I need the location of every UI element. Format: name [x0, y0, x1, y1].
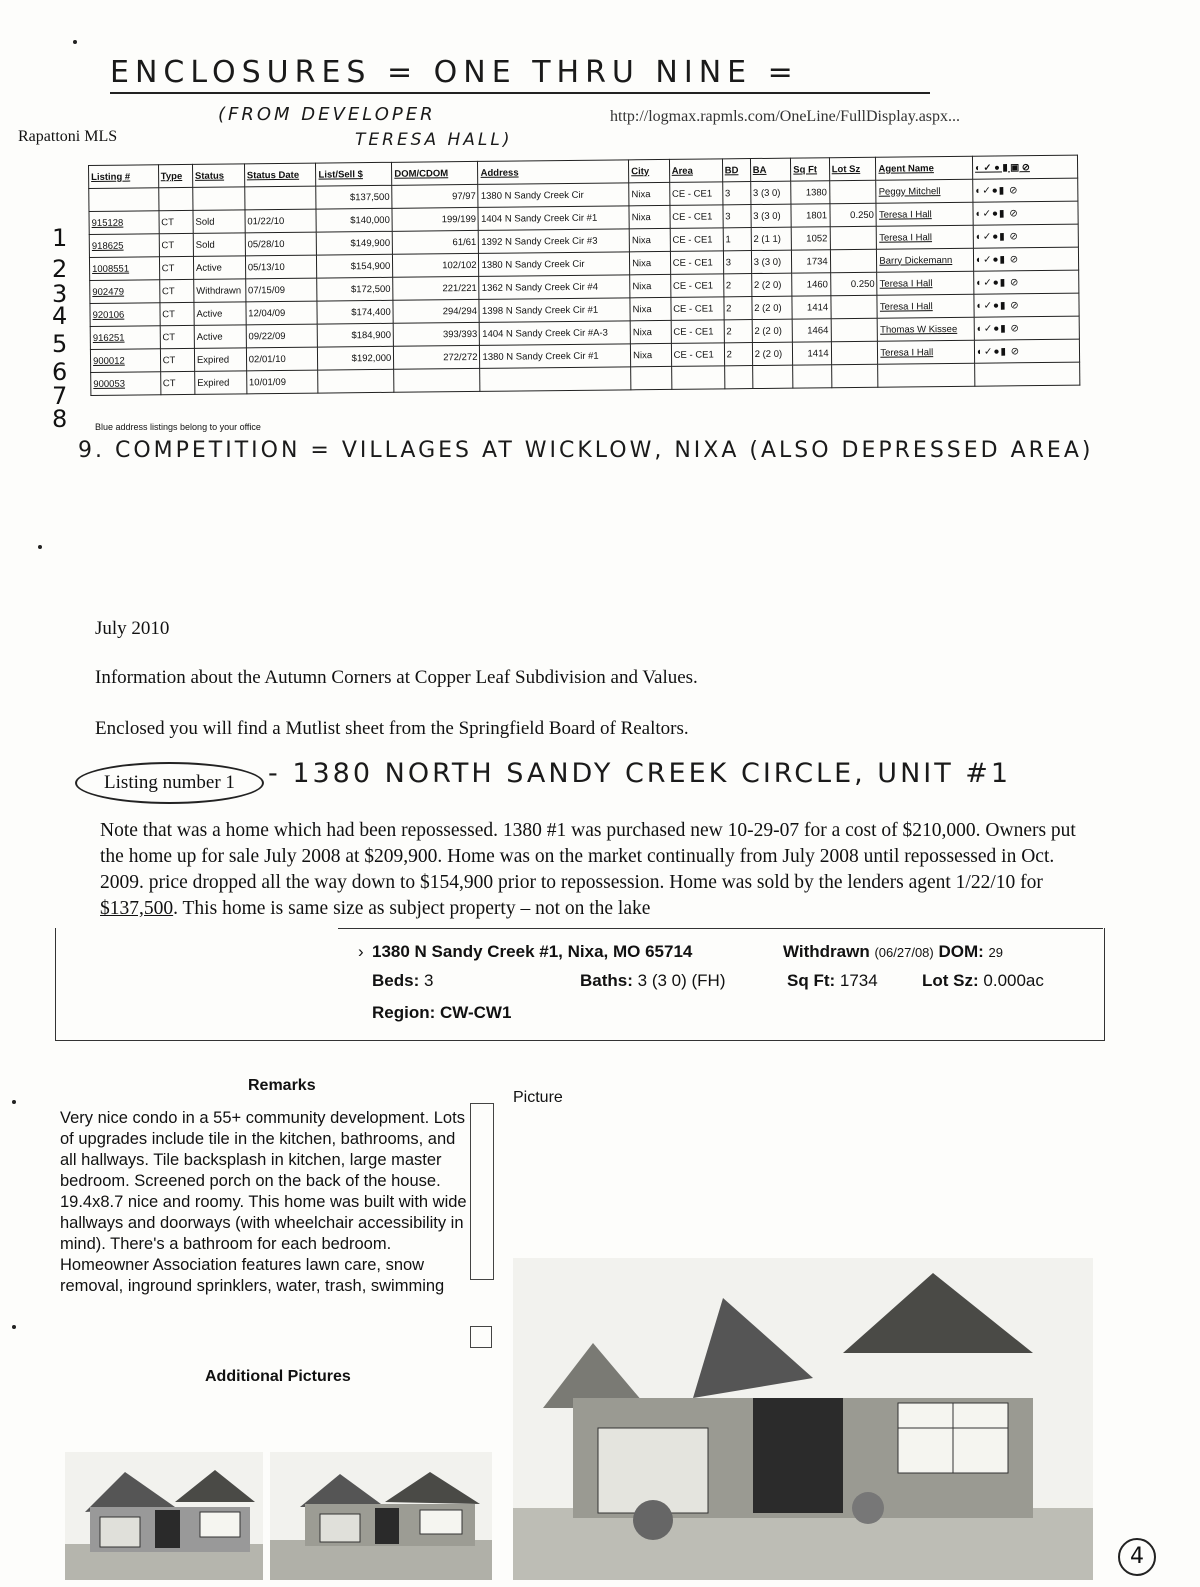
cell-dom: 199/199	[392, 207, 478, 231]
scan-speck	[73, 40, 77, 44]
cell-listing[interactable]: 1008551	[89, 257, 159, 281]
sqft-label: Sq Ft:	[787, 971, 836, 990]
lot-label: Lot Sz:	[922, 971, 979, 990]
cell-ba: 2 (2 0)	[752, 342, 793, 365]
cell-agent: Teresa I Hall	[877, 294, 974, 318]
row-number-5: 5	[52, 330, 68, 358]
handwritten-from-line-2: TERESA HALL)	[355, 130, 513, 150]
listing-address	[372, 942, 692, 962]
cell-sqft	[793, 365, 832, 388]
cell-lot	[831, 318, 878, 341]
cell-status: Expired	[194, 348, 246, 372]
cell-address: 1380 N Sandy Creek Cir	[478, 183, 629, 208]
cell-price: $184,900	[318, 323, 394, 347]
picture-heading: Picture	[513, 1089, 563, 1106]
cell-sqft: 1380	[791, 181, 830, 204]
cell-type: CT	[160, 348, 195, 371]
cell-city: Nixa	[631, 343, 672, 366]
listing-beds	[372, 971, 433, 991]
house-illustration	[513, 1258, 1093, 1580]
col-area: Area	[669, 159, 722, 183]
col-lot: Lot Sz	[829, 157, 876, 180]
cell-icons: ◐✓●▮ ⊘	[973, 224, 1078, 248]
cell-city: Nixa	[630, 297, 671, 320]
cell-ba: 2 (2 0)	[751, 273, 792, 296]
handwritten-from-line-1: (FROM DEVELOPER	[218, 104, 436, 125]
cell-area: CE - CE1	[670, 274, 723, 298]
cell-address: 1380 N Sandy Creek Cir #1	[480, 344, 631, 369]
cell-city: Nixa	[629, 182, 670, 205]
cell-bd: 2	[724, 343, 752, 366]
cell-bd: 2	[723, 274, 751, 297]
cell-status-date: 01/22/10	[245, 209, 317, 233]
cell-lot	[831, 364, 878, 387]
cell-icons: ◐✓●▮ ⊘	[973, 178, 1078, 202]
cell-city: Nixa	[630, 320, 671, 343]
col-status-date: Status Date	[244, 163, 316, 187]
col-type: Type	[158, 164, 193, 187]
additional-photo-2[interactable]	[270, 1452, 492, 1580]
cell-agent: Teresa I Hall	[878, 340, 975, 364]
col-ba: BA	[750, 158, 791, 181]
cell-price: $174,400	[317, 300, 393, 324]
cell-listing[interactable]: 918625	[89, 234, 159, 258]
cell-dom: 393/393	[393, 322, 479, 346]
remarks-heading: Remarks	[248, 1077, 316, 1094]
note-text-1: Note that was a home which had been repossessed. 1380 #1 was purchased new 10-29-07 for a cost of $210,000. Owners put the home up for sale July 2008 at $209,900. Home was on the market continually from July 2008 until repossessed in Oct. 2009. price dropped all the way down to $154,900 prior to repossession. Home was sold by the lenders agent 1/22/10 for	[100, 820, 1076, 893]
cell-listing[interactable]: 916251	[90, 326, 160, 350]
cell-status-date: 05/28/10	[245, 232, 317, 256]
cell-type: CT	[159, 210, 194, 233]
cell-agent	[878, 363, 975, 387]
cell-icons: ◐✓●▮ ⊘	[974, 270, 1079, 294]
cell-bd: 2	[724, 297, 752, 320]
cell-dom: 97/97	[392, 184, 478, 208]
cell-lot	[830, 226, 877, 249]
col-dom: DOM/CDOM	[392, 161, 478, 185]
letter-date: July 2010	[95, 618, 170, 639]
row-number-1: 1	[52, 224, 68, 252]
cell-agent: Teresa I Hall	[877, 271, 974, 295]
cell-listing[interactable]: 902479	[90, 280, 160, 304]
col-icons: ◐ ✓ ● ▮ ▣ ⊘	[972, 155, 1077, 179]
row-number-7: 7	[52, 382, 68, 410]
listing-sqft	[787, 971, 878, 991]
remarks-text: Very nice condo in a 55+ community development. Lots of upgrades include tile in the kitchen, bathrooms, and all hallways. Tile backsplash in kitchen, large master bedroom. Screened porch on the back of the house. 19.4x8.7 nice and roomy. This home was built with wide hallways and doorways (with wheelchair accessibility in mind). There's a bathroom for each bedroom. Homeowner Association features lawn care, snow removal, inground sprinklers, water, trash, swimming	[60, 1109, 467, 1295]
scan-speck	[12, 1325, 16, 1329]
table-footnote: Blue address listings belong to your office	[95, 422, 261, 432]
listing-bullet: ›	[358, 942, 364, 961]
page-number: 4	[1118, 1538, 1156, 1576]
cell-icons: ◐✓●▮ ⊘	[974, 339, 1079, 363]
cell-area: CE - CE1	[670, 228, 723, 252]
thumbnail-house-1	[65, 1452, 263, 1580]
cell-sqft: 1464	[792, 319, 831, 342]
baths-label: Baths:	[580, 971, 633, 990]
cell-city	[631, 366, 672, 389]
cell-dom: 61/61	[392, 230, 478, 254]
cell-bd: 1	[723, 228, 751, 251]
sqft-value: 1734	[839, 971, 878, 990]
handwritten-address: - 1380 NORTH SANDY CREEK CIRCLE, UNIT #1	[268, 758, 1012, 789]
cell-status: Sold	[193, 233, 245, 257]
cell-bd: 3	[723, 205, 751, 228]
mls-label: Rapattoni MLS	[18, 128, 118, 145]
main-house-photo[interactable]	[513, 1258, 1093, 1580]
cell-agent: Peggy Mitchell	[876, 179, 973, 203]
cell-area: CE - CE1	[670, 205, 723, 229]
lot-value: 0.000ac	[983, 971, 1044, 990]
baths-value: 3 (3 0) (FH)	[637, 971, 726, 990]
cell-price: $137,500	[316, 185, 392, 209]
cell-status	[193, 187, 245, 211]
cell-area: CE - CE1	[671, 297, 724, 321]
region-label: Region:	[372, 1003, 436, 1022]
cell-area: CE - CE1	[669, 182, 722, 206]
row-number-4: 4	[52, 302, 68, 330]
col-city: City	[629, 159, 670, 182]
page-url: http://logmax.rapmls.com/OneLine/FullDisplay.aspx...	[610, 108, 961, 125]
cell-sqft: 1414	[793, 342, 832, 365]
region-value: CW-CW1	[440, 1003, 512, 1022]
cell-address: 1392 N Sandy Creek Cir #3	[479, 229, 630, 254]
cell-area: CE - CE1	[670, 251, 723, 275]
row-number-3: 3	[52, 280, 68, 308]
listings-table	[88, 155, 1080, 396]
cell-lot	[831, 295, 878, 318]
cell-address: 1362 N Sandy Creek Cir #4	[479, 275, 630, 300]
cell-lot	[829, 180, 876, 203]
cell-bd: 3	[722, 182, 750, 205]
letter-enclosed: Enclosed you will find a Mutlist sheet from the Springfield Board of Realtors.	[95, 718, 689, 739]
cell-icons: ◐✓●▮ ⊘	[973, 247, 1078, 271]
cell-listing[interactable]: 900012	[90, 349, 160, 373]
listing-lot	[922, 971, 1044, 991]
cell-ba: 3 (3 0)	[750, 181, 791, 204]
row-number-6: 6	[52, 358, 68, 386]
cell-status-date: 07/15/09	[245, 278, 317, 302]
handwritten-competition-note: 9. COMPETITION = VILLAGES AT WICKLOW, NIXA (ALSO DEPRESSED AREA)	[78, 438, 1094, 463]
cell-bd: 2	[724, 320, 752, 343]
listing-dom-label: DOM:	[938, 942, 984, 961]
listing-status-label: Withdrawn	[783, 942, 870, 961]
cell-type: CT	[159, 233, 194, 256]
cell-address	[480, 367, 631, 392]
cell-lot	[830, 249, 877, 272]
cell-agent: Thomas W Kissee	[878, 317, 975, 341]
col-status: Status	[192, 164, 244, 188]
cell-listing[interactable]: 920106	[90, 303, 160, 327]
letter-note	[100, 818, 1085, 922]
note-text-2: . This home is same size as subject property – not on the lake	[173, 898, 651, 919]
cell-city: Nixa	[630, 251, 671, 274]
cell-bd	[724, 366, 752, 389]
col-sqft: Sq Ft	[791, 158, 830, 181]
cell-status-date: 12/04/09	[246, 301, 318, 325]
scan-speck	[38, 545, 42, 549]
cell-lot	[831, 341, 878, 364]
cell-price: $172,500	[317, 277, 393, 301]
listing-box-top-border	[338, 928, 1103, 929]
note-sold-price: $137,500	[100, 898, 174, 919]
handwritten-title: ENCLOSURES = ONE THRU NINE =	[110, 55, 799, 90]
cell-type: CT	[159, 279, 194, 302]
cell-icons: ◐✓●▮ ⊘	[974, 316, 1079, 340]
title-underline	[110, 92, 930, 94]
cell-agent: Teresa I Hall	[877, 225, 974, 249]
cell-price: $140,000	[316, 208, 392, 232]
listing-status	[783, 942, 1003, 962]
listing-region	[372, 1003, 511, 1023]
cell-area	[671, 366, 724, 390]
cell-city: Nixa	[629, 205, 670, 228]
cell-area: CE - CE1	[671, 320, 724, 344]
cell-ba	[752, 365, 793, 388]
col-price: List/Sell $	[316, 162, 392, 186]
cell-status: Active	[194, 325, 246, 349]
cell-price: $192,000	[318, 346, 394, 370]
cell-lot: 0.250	[830, 203, 877, 226]
col-agent: Agent Name	[876, 156, 973, 180]
cell-listing[interactable]	[89, 188, 159, 212]
cell-ba: 2 (2 0)	[752, 296, 793, 319]
listing-address-text: 1380 N Sandy Creek #1, Nixa, MO 65714	[372, 942, 693, 961]
cell-type: CT	[160, 302, 195, 325]
col-bd: BD	[722, 159, 750, 182]
cell-ba: 2 (1 1)	[751, 227, 792, 250]
cell-agent: Barry Dickemann	[877, 248, 974, 272]
cell-status-date: 02/01/10	[246, 347, 318, 371]
listing-dom-value: 29	[988, 945, 1003, 960]
listing-status-date: (06/27/08)	[874, 945, 934, 960]
cell-sqft: 1052	[791, 227, 830, 250]
cell-dom: 272/272	[394, 345, 480, 369]
cell-status-date: 05/13/10	[245, 255, 317, 279]
cell-listing[interactable]: 900053	[91, 372, 161, 396]
cell-status: Active	[193, 256, 245, 280]
cell-status: Withdrawn	[194, 279, 246, 303]
cell-ba: 3 (3 0)	[751, 204, 792, 227]
cell-dom: 294/294	[393, 299, 479, 323]
cell-dom: 221/221	[393, 276, 479, 300]
cell-type: CT	[159, 256, 194, 279]
cell-status-date: 10/01/09	[246, 370, 318, 394]
cell-ba: 2 (2 0)	[752, 319, 793, 342]
cell-lot: 0.250	[830, 272, 877, 295]
scan-speck	[12, 1100, 16, 1104]
beds-label: Beds:	[372, 971, 420, 990]
col-address: Address	[478, 160, 629, 185]
cell-icons: ◐✓●▮ ⊘	[973, 201, 1078, 225]
cell-agent: Teresa I Hall	[876, 202, 973, 226]
cell-price	[318, 369, 394, 393]
additional-pictures-heading: Additional Pictures	[205, 1368, 351, 1385]
cell-address: 1404 N Sandy Creek Cir #A-3	[480, 321, 631, 346]
cell-type: CT	[160, 371, 195, 394]
cell-address: 1380 N Sandy Creek Cir	[479, 252, 630, 277]
row-number-2: 2	[52, 255, 68, 283]
remarks-scroll-button[interactable]	[470, 1326, 492, 1348]
cell-dom: 102/102	[393, 253, 479, 277]
cell-status: Expired	[195, 371, 247, 395]
cell-city: Nixa	[630, 274, 671, 297]
cell-bd: 3	[723, 251, 751, 274]
cell-address: 1404 N Sandy Creek Cir #1	[478, 206, 629, 231]
cell-sqft: 1734	[792, 250, 831, 273]
cell-ba: 3 (3 0)	[751, 250, 792, 273]
cell-city: Nixa	[629, 228, 670, 251]
cell-area: CE - CE1	[671, 343, 724, 367]
cell-status: Sold	[193, 210, 245, 234]
cell-icons: ◐✓●▮ ⊘	[974, 293, 1079, 317]
remarks-scrollbar[interactable]	[470, 1103, 494, 1280]
cell-type	[158, 187, 193, 210]
thumbnail-house-2	[270, 1452, 492, 1580]
cell-status-date: 09/22/09	[246, 324, 318, 348]
letter-subject: Information about the Autumn Corners at Copper Leaf Subdivision and Values.	[95, 667, 698, 688]
cell-price: $154,900	[317, 254, 393, 278]
cell-dom	[394, 368, 480, 392]
cell-sqft: 1801	[791, 204, 830, 227]
cell-sqft: 1460	[792, 273, 831, 296]
cell-status-date	[244, 186, 316, 210]
additional-photo-1[interactable]	[65, 1452, 263, 1580]
listing-baths	[580, 971, 725, 991]
cell-status: Active	[194, 302, 246, 326]
listing-number-oval: Listing number 1	[75, 762, 264, 804]
row-number-8: 8	[52, 405, 68, 433]
cell-sqft: 1414	[792, 296, 831, 319]
cell-icons	[975, 362, 1080, 386]
cell-type: CT	[160, 325, 195, 348]
cell-price: $149,900	[317, 231, 393, 255]
cell-listing[interactable]: 915128	[89, 211, 159, 235]
beds-value: 3	[423, 971, 434, 990]
cell-address: 1398 N Sandy Creek Cir #1	[479, 298, 630, 323]
col-listing: Listing #	[89, 165, 159, 189]
